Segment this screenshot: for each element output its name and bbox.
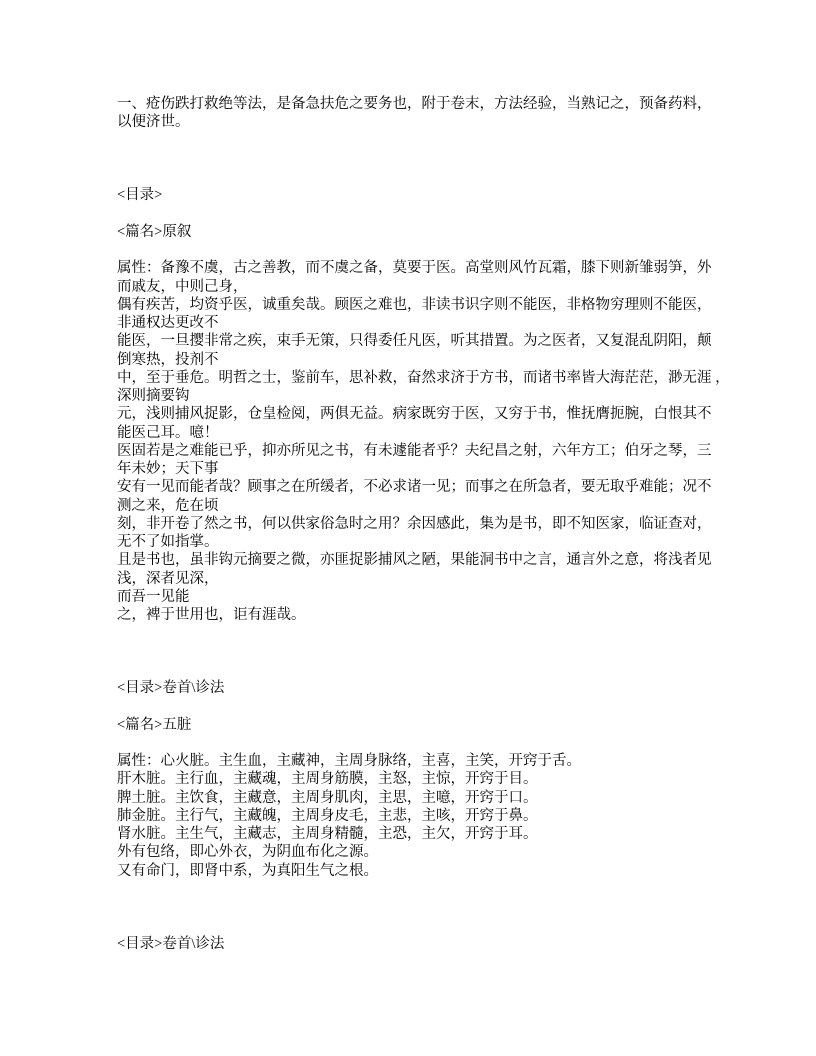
text-line: 中，至于垂危。明哲之士，鉴前车，思补救，奋然求济于方书，而诸书率皆大海茫茫，渺无涯 ， <box>117 369 730 386</box>
text-line: 而吾一见能 <box>117 588 190 605</box>
text-line: 而戚友，中则己身， <box>117 278 248 295</box>
text-line: 年未妙；天下事 <box>117 461 219 477</box>
text-line: 非通权达更改不 <box>117 315 219 331</box>
five-zang-title-heading: <篇名>五脏 <box>117 716 192 733</box>
text-line: 浅，深者见深， <box>117 570 219 587</box>
text-line: 偶有疾苦，均资乎医，诚重矣哉。顾医之难也，非读书识字则不能医，非格物穷理则不能医， <box>117 296 712 313</box>
text-line: 肺金脏。主行气，主藏魄，主周身皮毛，主悲，主咳，开窍于鼻。 <box>117 807 538 824</box>
preface-paragraph <box>117 259 777 624</box>
text-line: 无不了如指掌。 <box>117 534 219 550</box>
preface-toc-heading: <目录> <box>117 187 163 204</box>
text-line: 倒寒热，投剂不 <box>117 351 219 368</box>
text-line: 且是书也，虽非钩元摘要之微，亦匪捉影捕风之陋，果能洞书中之言，通言外之意，将浅者见 <box>117 552 712 569</box>
five-zang-paragraph <box>117 752 777 880</box>
text-line: 肾水脏。主生气，主藏志，主周身精髓，主恐，主欠，开窍于耳。 <box>117 826 538 842</box>
document-body <box>117 95 777 953</box>
footer-toc-heading: <目录>卷首\诊法 <box>117 935 225 952</box>
preface-title-heading: <篇名>原叙 <box>117 223 192 240</box>
text-line: 测之来，危在顷 <box>117 497 219 514</box>
text-line: 刻，非开卷了然之书，何以供家俗急时之用？余因感此，集为是书，即不知医家，临证查对， <box>117 515 712 532</box>
text-line: 属性：心火脏。主生血，主藏神，主周身脉络，主喜，主笑，开窍于舌。 <box>117 753 581 769</box>
text-line: 属性：备豫不虞，古之善教，而不虞之备，莫要于医。高堂则风竹瓦霜，膝下则新雏弱笋，外 <box>117 260 712 277</box>
five-zang-toc-heading: <目录>卷首\诊法 <box>117 680 225 696</box>
text-line: 一、疮伤跌打救绝等法，是备急扶危之要务也，附于卷末，方法经验，当熟记之，预备药料， <box>117 96 712 112</box>
text-line: 肝木脏。主行血，主藏魂，主周身筋膜，主怒，主惊，开窍于目。 <box>117 771 538 788</box>
text-line: 以便济世。 <box>117 114 190 131</box>
text-line: 深则摘要钩 <box>117 388 190 404</box>
text-line: 元，浅则捕风捉影，仓皇检阅，两俱无益。病家既穷于医，又穷于书，惟抚膺扼腕，白恨其不 <box>117 406 712 423</box>
text-line: 医固若是之难能已乎，抑亦所见之书，有未遽能者乎？夫纪昌之射，六年方工；伯牙之琴，三 <box>117 442 712 459</box>
text-line: 脾土脏。主饮食，主藏意，主周身肌肉，主思，主噫，开窍于口。 <box>117 789 538 806</box>
text-line: 之，裨于世用也，讵有涯哉。 <box>117 607 306 623</box>
text-line: 安有一见而能者哉？顾事之在所缓者，不必求诸一见；而事之在所急者，要无取乎难能；况不 <box>117 479 712 496</box>
text-line: 又有命门，即肾中系，为真阳生气之根。 <box>117 862 378 879</box>
text-line: 能医，一旦撄非常之疾，束手无策，只得委任凡医，听其措置。为之医者，又复混乱阴阳，颠 <box>117 333 712 350</box>
text-line: 能医己耳。噫！ <box>117 424 219 441</box>
text-line: 外有包络，即心外衣，为阴血布化之源。 <box>117 844 378 861</box>
first-aid-notice-paragraph <box>117 95 777 132</box>
